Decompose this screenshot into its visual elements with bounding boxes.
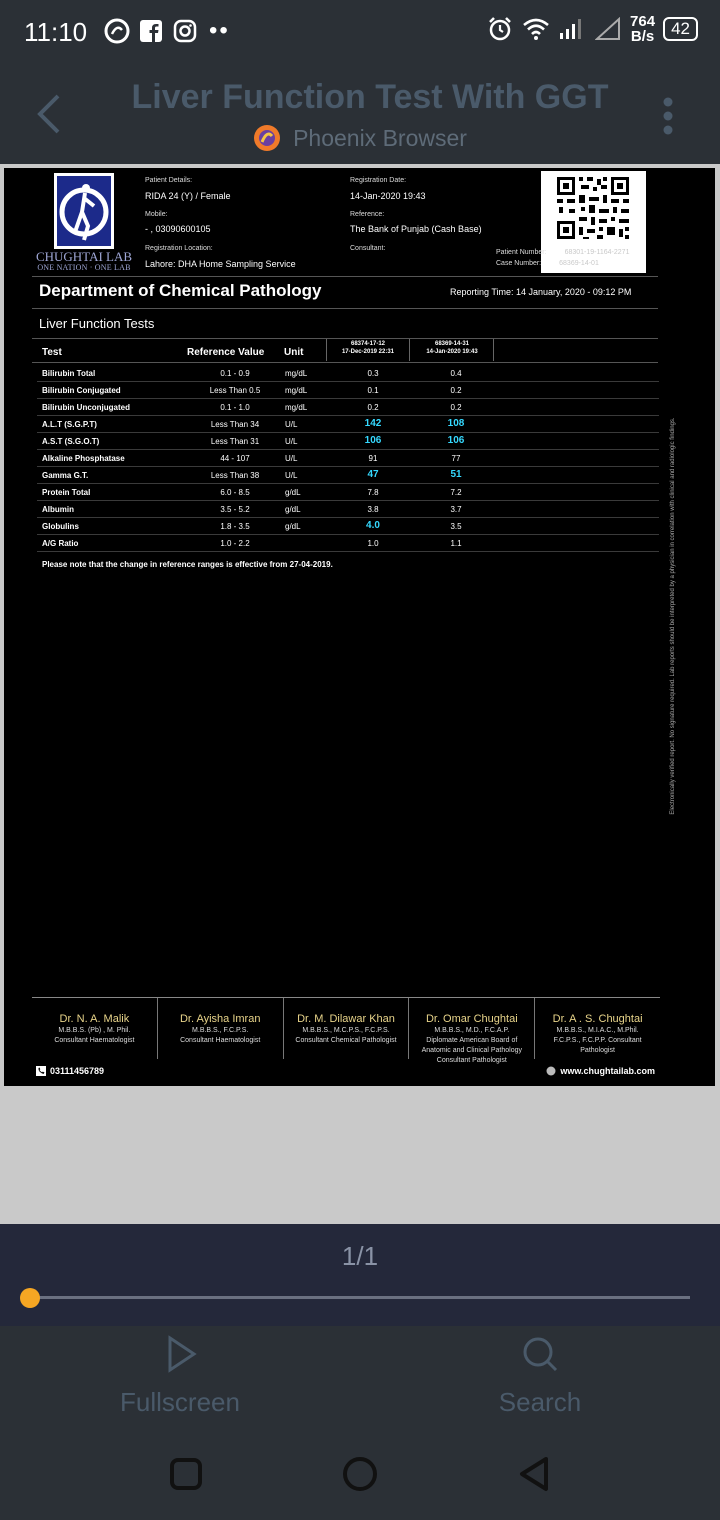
reference-value: 0.1 - 0.9 xyxy=(220,369,250,378)
reference-value: 44 - 107 xyxy=(220,454,250,463)
reference-value: The Bank of Punjab (Cash Base) xyxy=(350,224,482,234)
viewer-actions xyxy=(0,1326,720,1426)
column-divider xyxy=(326,339,327,361)
result-2: 3.5 xyxy=(450,522,462,531)
reference-value: Less Than 0.5 xyxy=(209,386,261,395)
unit: mg/dL xyxy=(285,403,308,412)
status-bar xyxy=(0,0,720,64)
test-name: A.L.T (S.G.P.T) xyxy=(42,420,97,429)
table-row xyxy=(37,416,659,433)
doctor-qualification: M.B.B.S., F.C.P.S. xyxy=(192,1027,249,1034)
header-unit: Unit xyxy=(284,347,304,358)
alarm-icon xyxy=(486,15,514,43)
divider xyxy=(32,276,658,277)
recents-icon[interactable] xyxy=(166,1454,206,1494)
page-title: Liver Function Test With GGT xyxy=(131,78,609,116)
table-row xyxy=(37,467,659,484)
browser-name: Phoenix Browser xyxy=(293,124,467,151)
mobile-value: - , 03090600105 xyxy=(145,224,211,234)
result-2: 3.7 xyxy=(450,505,462,514)
result-2-abnormal: 106 xyxy=(447,435,465,446)
phone-icon xyxy=(36,1066,46,1076)
website-url: www.chughtailab.com xyxy=(560,1066,655,1076)
battery-icon: 42 xyxy=(663,17,698,41)
test-name: A.S.T (S.G.O.T) xyxy=(42,437,100,446)
doctors-footer xyxy=(32,997,660,1064)
doctor-qualification: M.B.B.S., M.D., F.C.A.P. xyxy=(434,1027,510,1034)
doctor-name: Dr. Ayisha Imran xyxy=(179,1013,261,1025)
test-name: Bilirubin Unconjugated xyxy=(42,403,130,412)
divider xyxy=(32,362,658,363)
case-number-label: Case Number: xyxy=(496,260,542,267)
system-icons xyxy=(486,14,698,44)
table-row xyxy=(37,484,659,501)
reporting-time: Reporting Time: 14 January, 2020 - 09:12 PM xyxy=(450,287,632,297)
lab-logo-text xyxy=(32,251,136,273)
unit: mg/dL xyxy=(285,369,308,378)
play-icon xyxy=(160,1334,200,1374)
table-row xyxy=(37,501,659,518)
network-speed xyxy=(630,14,655,44)
instagram-icon xyxy=(171,17,199,45)
report-page xyxy=(4,168,715,1086)
unit: U/L xyxy=(285,420,298,429)
reference-value: 1.8 - 3.5 xyxy=(220,522,250,531)
consultant-label: Consultant: xyxy=(350,245,386,252)
result-2: 77 xyxy=(451,454,461,463)
fullscreen-button[interactable] xyxy=(60,1334,300,1418)
signal-icon xyxy=(558,15,586,43)
col2-date: 14-Jan-2020 19:43 xyxy=(426,349,478,355)
doctor-title: Consultant Haematologist xyxy=(54,1037,135,1044)
doctor-name: Dr. A . S. Chughtai xyxy=(552,1013,643,1025)
doctor-signature xyxy=(535,998,660,1059)
more-notifications-icon: •• xyxy=(209,17,230,44)
back-nav-icon[interactable] xyxy=(514,1454,554,1494)
result-1-abnormal: 142 xyxy=(364,418,382,429)
department-title: Department of Chemical Pathology xyxy=(39,281,322,300)
test-name: Bilirubin Conjugated xyxy=(42,386,121,395)
table-row xyxy=(37,433,659,450)
divider xyxy=(32,308,658,309)
phoenix-notification-icon xyxy=(103,17,131,45)
test-name: Bilirubin Total xyxy=(42,369,96,378)
lab-website xyxy=(546,1066,655,1076)
search-button[interactable] xyxy=(420,1334,660,1418)
result-2: 0.2 xyxy=(450,386,462,395)
test-name: Protein Total xyxy=(42,488,91,497)
doctor-title: Consultant Chemical Pathologist xyxy=(295,1037,397,1044)
home-icon[interactable] xyxy=(340,1454,380,1494)
unit: g/dL xyxy=(285,505,301,514)
result-2: 0.4 xyxy=(450,369,462,378)
reference-note: Please note that the change in reference ranges is effective from 27-04-2019. xyxy=(42,560,333,569)
result-1: 1.0 xyxy=(367,539,379,548)
reference-value: Less Than 38 xyxy=(210,471,260,480)
table-row xyxy=(37,450,659,467)
test-name: Albumin xyxy=(42,505,74,514)
header-reference: Reference Value xyxy=(187,347,265,358)
result-2-abnormal: 108 xyxy=(447,418,465,429)
header-test: Test xyxy=(42,347,62,358)
search-label: Search xyxy=(498,1387,582,1417)
doctor-signature xyxy=(32,998,158,1059)
page-slider[interactable] xyxy=(30,1296,690,1299)
facebook-icon xyxy=(137,17,165,45)
reference-value: 1.0 - 2.2 xyxy=(220,539,250,548)
reference-value: Less Than 34 xyxy=(210,420,260,429)
doctor-title: Consultant Haematologist xyxy=(180,1037,261,1044)
unit: g/dL xyxy=(285,522,301,531)
patient-details: RIDA 24 (Y) / Female xyxy=(145,191,231,201)
notification-icons xyxy=(103,17,230,45)
result-1: 3.8 xyxy=(367,505,379,514)
result-2: 1.1 xyxy=(450,539,462,548)
test-name: Gamma G.T. xyxy=(42,471,89,480)
result-1: 7.8 xyxy=(367,488,379,497)
reg-date-label: Registration Date: xyxy=(350,177,407,184)
phone-number: 03111456789 xyxy=(50,1066,105,1076)
column-divider xyxy=(493,339,494,361)
doctor-qualification: M.B.B.S. (Pb) , M. Phil. xyxy=(58,1027,131,1034)
reference-label: Reference: xyxy=(350,211,385,218)
result-1: 91 xyxy=(368,454,378,463)
pdf-viewer[interactable] xyxy=(0,164,720,1224)
doctor-title: Diplomate American Board of xyxy=(426,1037,518,1044)
table-row xyxy=(37,518,659,535)
doctor-signature xyxy=(409,998,535,1064)
divider xyxy=(32,338,658,339)
col2-id: 68369-14-31 xyxy=(434,341,470,347)
search-icon xyxy=(520,1334,560,1374)
doctor-title-extra: Pathologist xyxy=(580,1047,615,1054)
lab-logo xyxy=(54,173,114,249)
result-2: 7.2 xyxy=(450,488,462,497)
result-1-abnormal: 47 xyxy=(367,469,379,480)
result-2: 0.2 xyxy=(450,403,462,412)
reg-date-value: 14-Jan-2020 19:43 xyxy=(350,191,426,201)
table-row xyxy=(37,399,659,416)
qr-numbers xyxy=(496,247,629,269)
col1-id: 68374-17-12 xyxy=(350,341,386,347)
test-name: Alkaline Phosphatase xyxy=(42,454,125,463)
result-2-abnormal: 51 xyxy=(450,469,462,480)
doctor-name: Dr. N. A. Malik xyxy=(59,1013,130,1025)
result-1: 0.3 xyxy=(367,369,379,378)
lab-phone xyxy=(36,1066,104,1076)
fullscreen-label: Fullscreen xyxy=(120,1387,240,1417)
reference-value: 6.0 - 8.5 xyxy=(220,488,250,497)
patient-number-label: Patient Number: xyxy=(496,249,547,256)
wifi-icon xyxy=(522,15,550,43)
table-row xyxy=(37,365,659,382)
result-1: 0.2 xyxy=(367,403,379,412)
reference-value: Less Than 31 xyxy=(210,437,260,446)
unit: mg/dL xyxy=(285,386,308,395)
speed-unit: B/s xyxy=(630,28,655,45)
page-navigator xyxy=(0,1224,720,1326)
table-row xyxy=(37,382,659,399)
doctor-title: F.C.P.S., F.C.P.P. Consultant xyxy=(553,1037,642,1044)
doctor-signature xyxy=(158,998,284,1059)
section-title: Liver Function Tests xyxy=(39,316,155,331)
doctor-signature xyxy=(284,998,410,1059)
result-1-abnormal: 106 xyxy=(364,435,382,446)
case-number: 68369-14-01 xyxy=(559,260,599,267)
reference-value: 0.1 - 1.0 xyxy=(220,403,250,412)
header-date-2 xyxy=(412,340,492,356)
mobile-label: Mobile: xyxy=(145,211,168,218)
test-name: Globulins xyxy=(42,522,79,531)
patient-number: 68301-19-1164-2271 xyxy=(564,249,630,256)
clock: 11:10 xyxy=(24,17,88,47)
doctor-qualification: M.B.B.S., M.C.P.S., F.C.P.S. xyxy=(302,1027,390,1034)
location-label: Registration Location: xyxy=(145,245,213,252)
location-value: Lahore: DHA Home Sampling Service xyxy=(145,259,296,269)
unit: g/dL xyxy=(285,488,301,497)
unit: U/L xyxy=(285,437,298,446)
doctor-name: Dr. Omar Chughtai xyxy=(425,1013,518,1025)
more-options-icon[interactable] xyxy=(662,96,674,136)
unit: U/L xyxy=(285,471,298,480)
speed-value: 764 xyxy=(630,13,656,30)
lab-tagline: ONE NATION · ONE LAB xyxy=(37,263,131,272)
unit: U/L xyxy=(285,454,298,463)
globe-icon xyxy=(546,1066,556,1076)
header-date-1 xyxy=(328,340,408,356)
page-count: 1/1 xyxy=(341,1241,379,1271)
lab-name: CHUGHTAI LAB xyxy=(35,249,133,264)
system-nav-bar xyxy=(0,1426,720,1520)
doctor-name: Dr. M. Dilawar Khan xyxy=(297,1013,395,1025)
col1-date: 17-Dec-2019 22:31 xyxy=(341,349,395,355)
reference-value: 3.5 - 5.2 xyxy=(220,505,250,514)
disclaimer-text: Electronically verified report. No signature required. Lab reports should be interpreted by a physician in correlation with clinical and radiologic findings. xyxy=(670,417,676,815)
result-1-abnormal: 4.0 xyxy=(366,520,380,531)
phoenix-browser-icon xyxy=(253,124,281,152)
column-divider xyxy=(409,339,410,361)
signal-empty-icon xyxy=(594,15,622,43)
side-disclaimer xyxy=(668,388,678,848)
patient-label: Patient Details: xyxy=(145,177,193,184)
browser-attribution xyxy=(0,124,720,152)
test-name: A/G Ratio xyxy=(42,539,79,548)
result-1: 0.1 xyxy=(367,386,379,395)
doctor-title-extra: Anatomic and Clinical Pathology Consultant Pathologist xyxy=(421,1047,522,1064)
app-header xyxy=(0,64,720,164)
table-row xyxy=(37,535,659,552)
doctor-qualification: M.B.B.S., M.I.A.C., M.Phil. xyxy=(556,1027,639,1034)
page-slider-thumb[interactable] xyxy=(20,1288,40,1308)
